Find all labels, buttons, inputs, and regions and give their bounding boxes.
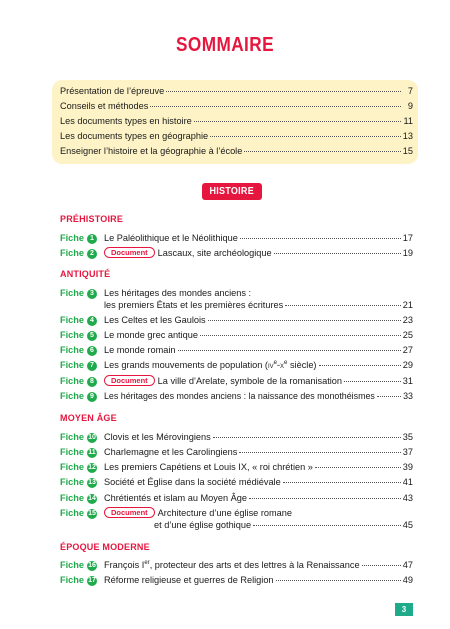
toc-title: Lascaux, site archéologique [157, 248, 272, 258]
toc-entry[interactable] [104, 447, 413, 458]
fiche-text: Fiche [60, 508, 84, 518]
fiche-label [60, 315, 97, 326]
toc-entry[interactable] [60, 101, 413, 112]
toc-entry[interactable] [104, 493, 413, 504]
toc-entry[interactable] [104, 300, 413, 311]
dot-leader [377, 396, 401, 397]
fiche-label [60, 345, 97, 356]
fiche-label [60, 233, 97, 244]
fiche-number-badge: 6 [87, 346, 97, 356]
fiche-text: Fiche [60, 248, 84, 258]
toc-label: Enseigner l’histoire et la géographie à l’école [60, 146, 243, 156]
fiche-text: Fiche [60, 432, 84, 442]
fiche-label [60, 248, 97, 259]
toc-page: 31 [402, 376, 413, 386]
dot-leader [239, 452, 400, 453]
dot-leader [150, 106, 401, 107]
page-title: SOMMAIRE [175, 34, 275, 56]
dot-leader [285, 305, 401, 306]
fiche-text: Fiche [60, 360, 84, 370]
fiche-text: Fiche [60, 462, 84, 472]
toc-page: 29 [402, 360, 413, 370]
toc-label: les premiers États et les premières écritures [104, 300, 284, 310]
dot-leader [178, 350, 401, 351]
toc-page: 41 [402, 477, 413, 487]
toc-entry[interactable] [154, 520, 413, 531]
fiche-label [60, 560, 97, 571]
dot-leader [344, 381, 401, 382]
section-badge [202, 183, 262, 200]
fiche-text: Fiche [60, 477, 84, 487]
toc-page: 35 [402, 432, 413, 442]
toc-entry[interactable] [104, 248, 413, 259]
toc-entry[interactable] [60, 131, 413, 142]
toc-label: Les Celtes et les Gaulois [104, 315, 206, 325]
toc-label: Clovis et les Mérovingiens [104, 432, 211, 442]
fiche-label [60, 508, 97, 519]
toc-label: Le Paléolithique et le Néolithique [104, 233, 238, 243]
fiche-number-badge: 14 [88, 494, 96, 502]
fiche-label [60, 432, 97, 443]
fiche-number-badge: 10 [88, 433, 96, 441]
section-heading: PRÉHISTOIRE [60, 214, 124, 224]
toc-page: 27 [402, 345, 413, 355]
toc-title-part: - [276, 360, 281, 370]
toc-title-part: , protecteur des arts et des lettres à la Renaissance [149, 560, 360, 570]
fiche-text: Fiche [60, 493, 84, 503]
toc-entry[interactable] [104, 575, 413, 586]
dot-leader [315, 467, 401, 468]
section-heading: ÉPOQUE MODERNE [60, 542, 150, 552]
toc-entry[interactable] [104, 233, 413, 244]
toc-page: 43 [402, 493, 413, 503]
toc-page: 11 [403, 116, 413, 126]
toc-label [104, 248, 272, 259]
fiche-label [60, 447, 97, 458]
fiche-label [60, 360, 97, 371]
fiche-label [60, 462, 97, 473]
toc-page: 39 [402, 462, 413, 472]
toc-label: Les documents types en histoire [60, 116, 192, 126]
superscript: e [273, 359, 277, 366]
toc-label: Les premiers Capétiens et Louis IX, « roi chrétien » [104, 462, 313, 472]
toc-entry[interactable] [60, 146, 413, 157]
document-tag: Document [104, 507, 155, 518]
toc-title: La ville d’Arelate, symbole de la romanisation [157, 376, 343, 386]
toc-page: 13 [402, 131, 413, 141]
fiche-label [60, 288, 97, 299]
dot-leader [274, 253, 401, 254]
fiche-number-badge: 3 [87, 289, 97, 299]
dot-leader [319, 365, 401, 366]
fiche-number-badge: 4 [87, 316, 97, 326]
fiche-number-badge: 8 [87, 377, 97, 387]
fiche-text: Fiche [60, 376, 84, 386]
fiche-number-badge: 12 [88, 463, 96, 471]
superscript: e [284, 359, 288, 366]
fiche-number-badge: 5 [87, 331, 97, 341]
toc-entry[interactable] [104, 376, 413, 387]
section-heading: ANTIQUITÉ [60, 269, 111, 279]
toc-label: Chrétientés et islam au Moyen Âge [104, 493, 247, 503]
toc-entry[interactable] [60, 86, 413, 97]
document-tag: Document [104, 247, 155, 258]
toc-title: Architecture d’une église romane [157, 508, 292, 518]
dot-leader [194, 121, 401, 122]
fiche-label [60, 391, 97, 402]
toc-entry[interactable] [104, 315, 413, 326]
fiche-number-badge: 2 [87, 249, 97, 259]
roman-numeral: iv [267, 360, 274, 370]
document-tag: Document [104, 375, 155, 386]
fiche-number-badge: 7 [87, 361, 97, 371]
toc-entry[interactable] [104, 462, 413, 473]
toc-title-line1[interactable]: Les héritages des mondes anciens : [104, 288, 252, 298]
dot-leader [244, 151, 400, 152]
toc-page: 45 [402, 520, 413, 530]
fiche-text: Fiche [60, 391, 84, 401]
toc-title-part: François I [104, 560, 145, 570]
toc-page: 25 [402, 330, 413, 340]
toc-label: et d’une église gothique [154, 520, 252, 530]
fiche-text: Fiche [60, 345, 84, 355]
toc-title-part: Les grands mouvements de population ( [104, 360, 268, 370]
toc-entry[interactable] [104, 477, 413, 488]
superscript: er [144, 559, 150, 566]
toc-label: Les documents types en géographie [60, 131, 209, 141]
fiche-label [60, 575, 97, 586]
dot-leader [283, 482, 401, 483]
toc-page: 49 [402, 575, 413, 585]
toc-page: 9 [407, 101, 413, 111]
dot-leader [240, 238, 401, 239]
roman-numeral: x [280, 360, 285, 370]
toc-entry[interactable] [104, 391, 413, 402]
fiche-label [60, 376, 97, 387]
fiche-number-badge: 1 [87, 234, 97, 244]
toc-label: Le monde romain [104, 345, 176, 355]
fiche-number-badge: 17 [88, 576, 96, 584]
fiche-text: Fiche [60, 315, 84, 325]
toc-page: 7 [407, 86, 413, 96]
toc-label: Présentation de l’épreuve [60, 86, 165, 96]
toc-page: 15 [402, 146, 413, 156]
toc-page: 19 [402, 248, 413, 258]
toc-title-part: siècle) [287, 360, 317, 370]
fiche-label [60, 493, 97, 504]
fiche-label [60, 330, 97, 341]
fiche-text: Fiche [60, 560, 84, 570]
toc-page: 33 [403, 391, 413, 401]
fiche-text: Fiche [60, 575, 84, 585]
page-number: 3 [395, 603, 413, 616]
toc-page: 47 [402, 560, 413, 570]
dot-leader [166, 91, 401, 92]
toc-page: 21 [402, 300, 413, 310]
fiche-text: Fiche [60, 447, 84, 457]
toc-label: Réforme religieuse et guerres de Religion [104, 575, 274, 585]
toc-page: 17 [402, 233, 413, 243]
toc-label [104, 560, 360, 571]
toc-label: Les héritages des mondes anciens : la naissance des monothéismes [104, 391, 375, 401]
dot-leader [200, 335, 401, 336]
toc-label: Société et Église dans la société médiévale [104, 477, 281, 487]
toc-entry[interactable] [104, 560, 413, 571]
toc-title-line1[interactable] [104, 508, 292, 519]
fiche-number-badge: 16 [88, 561, 96, 569]
dot-leader [210, 136, 401, 137]
toc-page: 37 [402, 447, 413, 457]
toc-label: Charlemagne et les Carolingiens [104, 447, 238, 457]
dot-leader [362, 565, 401, 566]
toc-entry[interactable] [104, 345, 413, 356]
fiche-text: Fiche [60, 233, 84, 243]
toc-label: Le monde grec antique [104, 330, 198, 340]
toc-label [104, 360, 317, 371]
fiche-text: Fiche [60, 288, 84, 298]
toc-entry[interactable] [60, 116, 413, 127]
dot-leader [249, 498, 401, 499]
toc-label [104, 376, 342, 387]
fiche-number-badge: 9 [87, 392, 97, 402]
toc-page: 23 [402, 315, 413, 325]
fiche-number-badge: 11 [88, 448, 96, 456]
toc-entry[interactable] [104, 360, 413, 371]
fiche-number-badge: 13 [88, 478, 96, 486]
fiche-text: Fiche [60, 330, 84, 340]
dot-leader [208, 320, 401, 321]
fiche-number-badge: 15 [88, 509, 96, 517]
toc-label: Conseils et méthodes [60, 101, 149, 111]
section-heading: MOYEN ÂGE [60, 413, 117, 423]
dot-leader [253, 525, 401, 526]
badge-label: HISTOIRE [209, 186, 255, 197]
dot-leader [213, 437, 401, 438]
fiche-label [60, 477, 97, 488]
toc-entry[interactable] [104, 330, 413, 341]
toc-entry[interactable] [104, 432, 413, 443]
dot-leader [276, 580, 401, 581]
